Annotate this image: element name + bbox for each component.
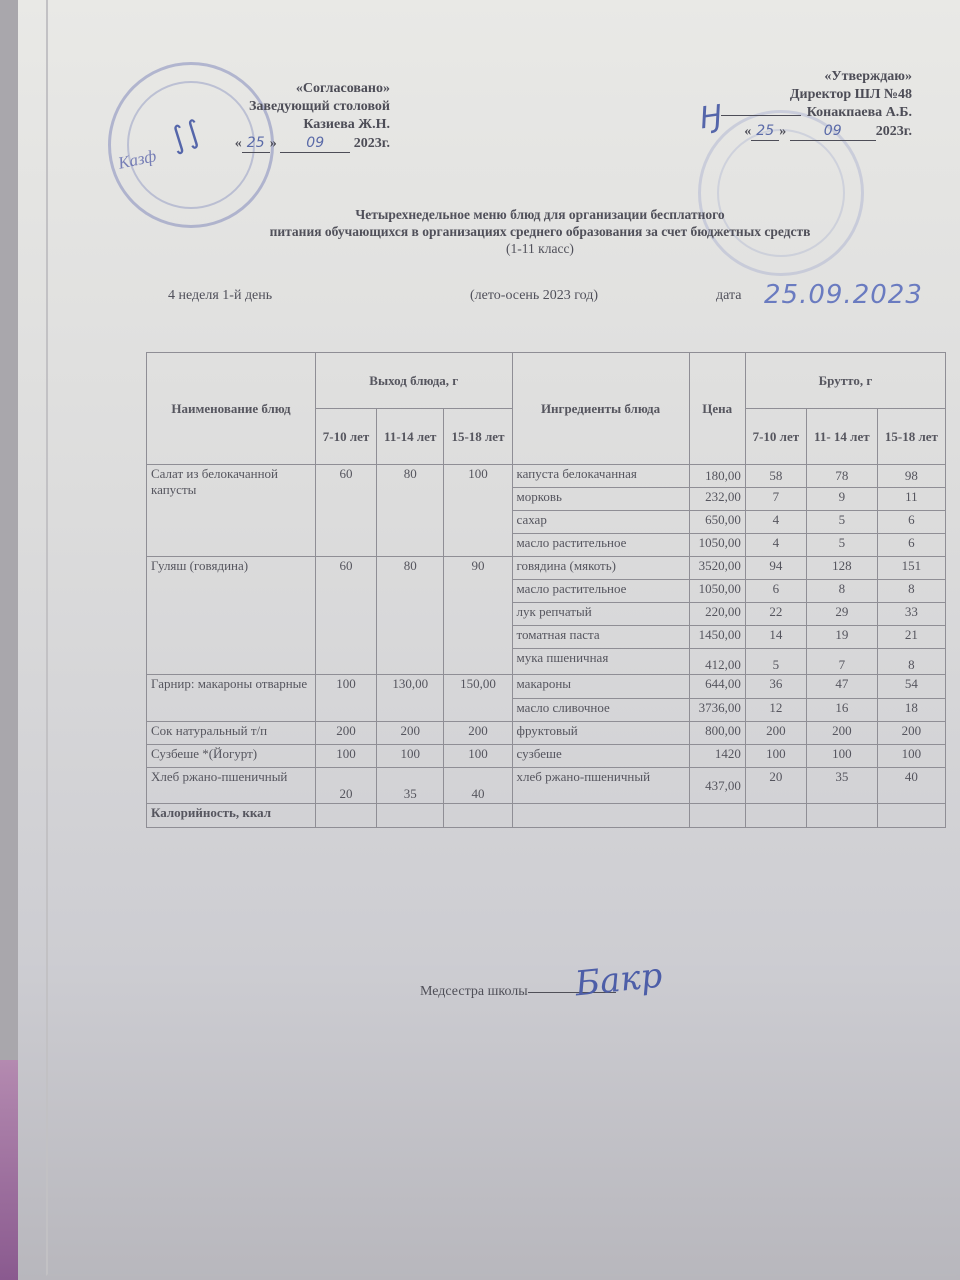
ingredient-name: масло растительное: [512, 534, 689, 557]
approval-position: Заведующий столовой: [249, 99, 390, 114]
dish-name: Гуляш (говядина): [147, 557, 316, 675]
ingredient-gross: 33: [877, 603, 945, 626]
date-value-handwritten: 25.09.2023: [764, 280, 923, 310]
ingredient-gross: 6: [745, 580, 806, 603]
ingredient-gross: 12: [745, 699, 806, 722]
ingredient-gross: 100: [745, 745, 806, 768]
ingredient-price: 1050,00: [689, 534, 745, 557]
header-gross-age-2: 11- 14 лет: [806, 409, 877, 465]
ingredient-name: сузбеше: [512, 745, 689, 768]
ingredient-gross: 4: [745, 534, 806, 557]
ingredient-name: томатная паста: [512, 626, 689, 649]
ingredient-name: масло растительное: [512, 580, 689, 603]
approval-date: « 25 » 09 2023г.: [744, 123, 912, 139]
ingredient-name: фруктовый: [512, 722, 689, 745]
calories-cell: [512, 804, 689, 828]
ingredient-gross: 6: [877, 534, 945, 557]
ingredient-price: 412,00: [689, 649, 745, 675]
ingredient-name: сахар: [512, 511, 689, 534]
dish-yield: 20: [316, 768, 377, 804]
title-line-3: (1-11 класс): [506, 241, 574, 256]
dish-yield: 100: [377, 745, 444, 768]
approval-date-year: 2023г.: [353, 136, 390, 151]
header-dish-name: Наименование блюд: [147, 353, 316, 465]
stamp-text: Казф: [116, 146, 158, 173]
ingredient-name: капуста белокачанная: [512, 465, 689, 488]
ingredient-gross: 200: [877, 722, 945, 745]
ingredient-gross: 78: [806, 465, 877, 488]
ingredient-gross: 35: [806, 768, 877, 804]
ingredient-gross: 4: [745, 511, 806, 534]
approval-block-approved: [640, 68, 912, 141]
calories-cell: [444, 804, 512, 828]
table-row: [147, 465, 946, 488]
ingredient-name: хлеб ржано-пшеничный: [512, 768, 689, 804]
table-row: [147, 675, 946, 699]
calories-cell: [745, 804, 806, 828]
dish-name: Гарнир: макароны отварные: [147, 675, 316, 722]
dish-yield: 80: [377, 465, 444, 557]
ingredient-price: 1450,00: [689, 626, 745, 649]
date-label: дата: [716, 288, 742, 303]
week-day-label: 4 неделя 1-й день: [168, 288, 273, 303]
ingredient-gross: 58: [745, 465, 806, 488]
ingredient-name: масло сливочное: [512, 699, 689, 722]
ingredient-gross: 22: [745, 603, 806, 626]
ingredient-name: мука пшеничная: [512, 649, 689, 675]
ingredient-price: 180,00: [689, 465, 745, 488]
signature-right: Ӈ: [697, 98, 725, 137]
ingredient-gross: 6: [877, 511, 945, 534]
dish-yield: 200: [316, 722, 377, 745]
table-row: [147, 745, 946, 768]
ingredient-gross: 19: [806, 626, 877, 649]
ingredient-gross: 100: [877, 745, 945, 768]
header-yield-age-3: 15-18 лет: [444, 409, 512, 465]
header-gross-age-1: 7-10 лет: [745, 409, 806, 465]
menu-table: [146, 352, 946, 828]
calories-cell: [377, 804, 444, 828]
dish-yield: 60: [316, 465, 377, 557]
header-price: Цена: [689, 353, 745, 465]
ingredient-price: 650,00: [689, 511, 745, 534]
ingredient-price: 1420: [689, 745, 745, 768]
dish-yield: 60: [316, 557, 377, 675]
ingredient-gross: 98: [877, 465, 945, 488]
header-yield-age-1: 7-10 лет: [316, 409, 377, 465]
ingredient-name: макароны: [512, 675, 689, 699]
approval-date-day: 25: [242, 134, 270, 153]
dish-yield: 80: [377, 557, 444, 675]
ingredient-gross: 18: [877, 699, 945, 722]
ingredient-price: 800,00: [689, 722, 745, 745]
ingredient-gross: 21: [877, 626, 945, 649]
calories-cell: [806, 804, 877, 828]
ingredient-gross: 14: [745, 626, 806, 649]
ingredient-gross: 40: [877, 768, 945, 804]
ingredient-gross: 128: [806, 557, 877, 580]
header-yield: Выход блюда, г: [316, 353, 513, 409]
calories-cell: [877, 804, 945, 828]
ingredient-name: лук репчатый: [512, 603, 689, 626]
ingredient-gross: 11: [877, 488, 945, 511]
signature-left: ∫∫: [164, 113, 207, 158]
header-gross-age-3: 15-18 лет: [877, 409, 945, 465]
ingredient-gross: 200: [745, 722, 806, 745]
dish-yield: 100: [444, 745, 512, 768]
ingredient-price: 232,00: [689, 488, 745, 511]
nurse-label: Медсестра школы: [420, 984, 528, 999]
nurse-signature: Бакр: [573, 955, 665, 1005]
table-row: [147, 722, 946, 745]
table-row: [147, 557, 946, 580]
dish-name: Салат из белокачанной капусты: [147, 465, 316, 557]
ingredient-gross: 8: [877, 649, 945, 675]
calories-cell: [316, 804, 377, 828]
ingredient-gross: 7: [806, 649, 877, 675]
dish-yield: 40: [444, 768, 512, 804]
approval-date-day: 25: [751, 122, 779, 141]
approval-date: « 25 » 09 2023г.: [234, 135, 390, 151]
ingredient-gross: 8: [806, 580, 877, 603]
dish-name: Сок натуральный т/п: [147, 722, 316, 745]
calories-cell: [689, 804, 745, 828]
ingredient-name: морковь: [512, 488, 689, 511]
ingredient-price: 1050,00: [689, 580, 745, 603]
ingredient-name: говядина (мякоть): [512, 557, 689, 580]
ingredient-gross: 47: [806, 675, 877, 699]
ingredient-gross: 36: [745, 675, 806, 699]
approval-heading: «Согласовано»: [295, 81, 390, 96]
ingredient-gross: 151: [877, 557, 945, 580]
ingredient-gross: 5: [806, 511, 877, 534]
ingredient-price: 644,00: [689, 675, 745, 699]
ingredient-gross: 100: [806, 745, 877, 768]
dish-yield: 200: [377, 722, 444, 745]
ingredient-gross: 5: [745, 649, 806, 675]
ingredient-gross: 54: [877, 675, 945, 699]
season-label: (лето-осень 2023 год): [470, 288, 599, 303]
dish-yield: 130,00: [377, 675, 444, 722]
ingredient-gross: 5: [806, 534, 877, 557]
approval-name: [640, 104, 912, 122]
header-yield-age-2: 11-14 лет: [377, 409, 444, 465]
ingredient-gross: 29: [806, 603, 877, 626]
signature-line: [721, 115, 801, 116]
approval-date-year: 2023г.: [875, 124, 912, 139]
dish-yield: 100: [444, 465, 512, 557]
dish-yield: 200: [444, 722, 512, 745]
dish-yield: 35: [377, 768, 444, 804]
ingredient-gross: 20: [745, 768, 806, 804]
dish-yield: 90: [444, 557, 512, 675]
ingredient-price: 437,00: [689, 768, 745, 804]
ingredient-price: 220,00: [689, 603, 745, 626]
dish-yield: 100: [316, 675, 377, 722]
approval-date-month: 09: [280, 134, 350, 153]
ingredient-gross: 16: [806, 699, 877, 722]
title-line-2: питания обучающихся в организациях среднего образования за счет бюджетных средств: [269, 224, 811, 239]
table-row: [147, 768, 946, 804]
calories-label: Калорийность, ккал: [147, 804, 316, 828]
ingredient-gross: 9: [806, 488, 877, 511]
ingredient-price: 3520,00: [689, 557, 745, 580]
header-gross: Брутто, г: [745, 353, 945, 409]
approval-name: Казиева Ж.Н.: [303, 117, 390, 132]
ingredient-gross: 200: [806, 722, 877, 745]
dish-name: Хлеб ржано-пшеничный: [147, 768, 316, 804]
ingredient-gross: 94: [745, 557, 806, 580]
ingredient-gross: 7: [745, 488, 806, 511]
approval-heading: «Утверждаю»: [824, 69, 912, 84]
dish-name: Сузбеше *(Йогурт): [147, 745, 316, 768]
dish-yield: 100: [316, 745, 377, 768]
approval-position: Директор ШЛ №48: [789, 87, 912, 102]
approval-date-month: 09: [790, 122, 876, 141]
approval-name-text: Конакпаева А.Б.: [806, 105, 912, 120]
ingredient-price: 3736,00: [689, 699, 745, 722]
document-title: [150, 206, 930, 257]
table-row-calories: [147, 804, 946, 828]
dish-yield: 150,00: [444, 675, 512, 722]
ingredient-gross: 8: [877, 580, 945, 603]
title-line-1: Четырехнедельное меню блюд для организации бесплатного: [355, 207, 725, 222]
header-ingredients: Ингредиенты блюда: [512, 353, 689, 465]
